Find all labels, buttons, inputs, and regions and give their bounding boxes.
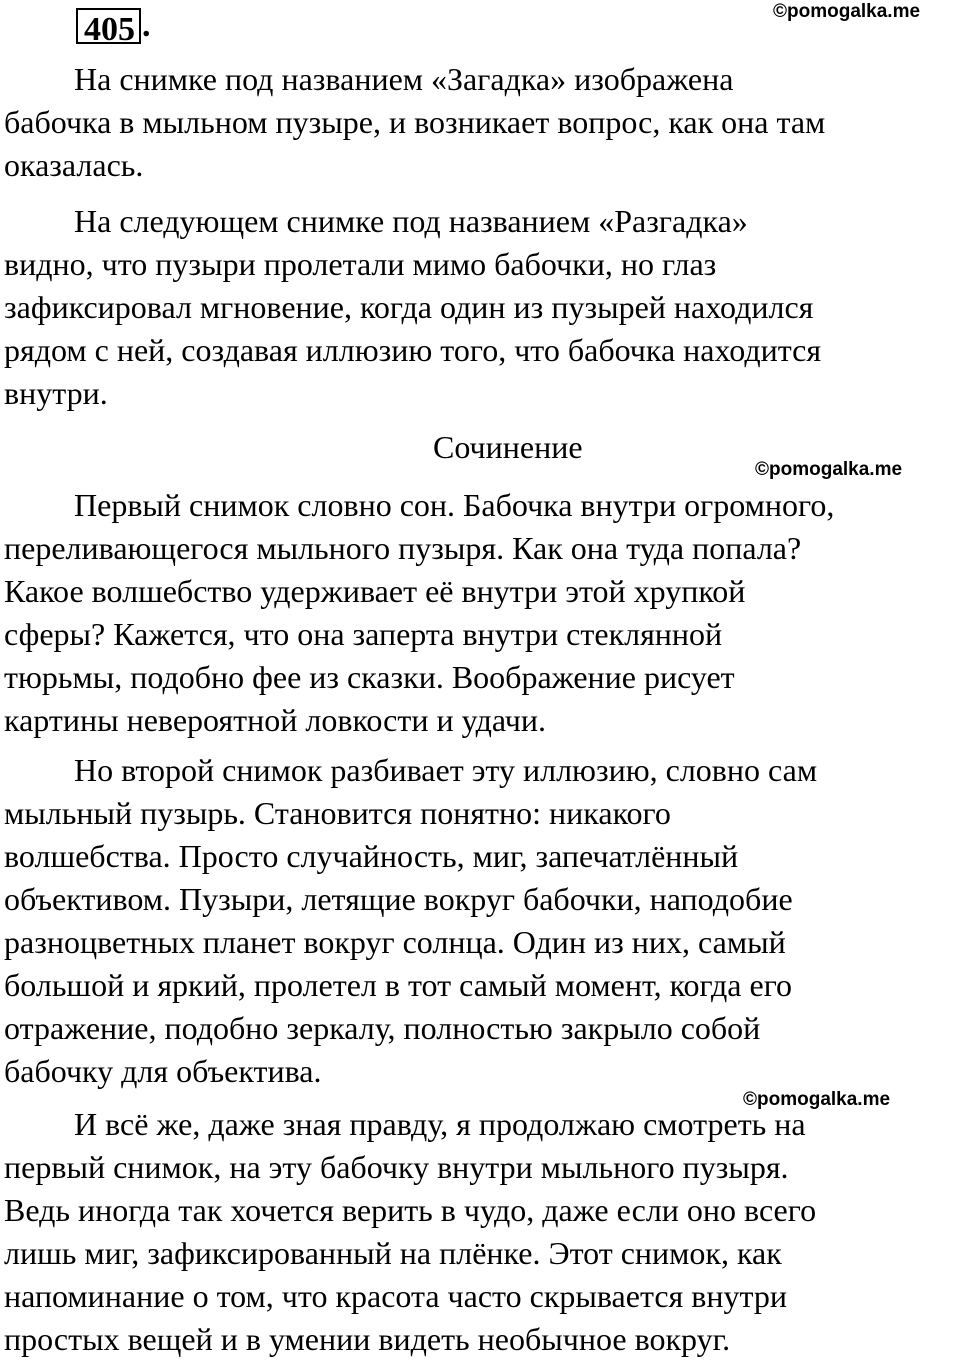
essay-paragraph-2	[4, 749, 960, 1093]
essay-heading: Сочинение	[433, 429, 583, 465]
text-line: Но второй снимок разбивает эту иллюзию, словно сам	[74, 752, 818, 788]
text-line: мыльный пузырь. Становится понятно: никакого	[4, 795, 671, 831]
text-line: зафиксировал мгновение, когда один из пузырей находился	[4, 289, 814, 325]
answer-paragraph-2	[4, 200, 960, 415]
watermark: ©pomogalka.me	[743, 1089, 891, 1110]
text-line: И всё же, даже зная правду, я продолжаю смотреть на	[74, 1106, 806, 1142]
text-line: первый снимок, на эту бабочку внутри мыльного пузыря.	[4, 1149, 789, 1185]
text-line: большой и яркий, пролетел в тот самый момент, когда его	[4, 967, 793, 1003]
text-line: На снимке под названием «Загадка» изображена	[74, 61, 734, 97]
text-line: картины невероятной ловкости и удачи.	[4, 702, 547, 738]
text-line: отражение, подобно зеркалу, полностью закрыло собой	[4, 1010, 761, 1046]
text-line: бабочка в мыльном пузыре, и возникает вопрос, как она там	[4, 104, 826, 140]
watermark: ©pomogalka.me	[773, 1, 921, 22]
text-line: тюрьмы, подобно фее из сказки. Воображение рисует	[4, 659, 735, 695]
text-line: напоминание о том, что красота часто скрывается внутри	[4, 1278, 787, 1314]
text-line: оказалась.	[4, 147, 144, 183]
essay-paragraph-3	[4, 1103, 960, 1361]
text-line: сферы? Кажется, что она заперта внутри стеклянной	[4, 616, 723, 652]
text-line: переливающегося мыльного пузыря. Как она туда попала?	[4, 530, 802, 566]
task-number	[76, 4, 151, 48]
essay-paragraph-1	[4, 484, 960, 742]
text-line: лишь миг, зафиксированный на плёнке. Этот снимок, как	[4, 1235, 782, 1271]
text-line: видно, что пузыри пролетали мимо бабочки, но глаз	[4, 246, 717, 282]
text-line: рядом с ней, создавая иллюзию того, что бабочка находится	[4, 332, 822, 368]
text-line: Какое волшебство удерживает её внутри этой хрупкой	[4, 573, 746, 609]
answer-paragraph-1	[4, 58, 960, 187]
task-number-dot: .	[142, 7, 151, 44]
text-line: волшебства. Просто случайность, миг, запечатлённый	[4, 838, 739, 874]
text-line: внутри.	[4, 375, 108, 411]
text-line: Первый снимок словно сон. Бабочка внутри огромного,	[74, 487, 835, 523]
text-line: бабочку для объектива.	[4, 1053, 322, 1089]
text-line: объективом. Пузыри, летящие вокруг бабочки, наподобие	[4, 881, 793, 917]
text-line: разноцветных планет вокруг солнца. Один из них, самый	[4, 924, 786, 960]
task-number-box: 405	[76, 8, 141, 44]
text-line: простых вещей и в умении видеть необычное вокруг.	[4, 1321, 731, 1357]
text-line: Ведь иногда так хочется верить в чудо, даже если оно всего	[4, 1192, 817, 1228]
text-line: На следующем снимке под названием «Разгадка»	[74, 203, 748, 239]
watermark: ©pomogalka.me	[755, 459, 903, 480]
